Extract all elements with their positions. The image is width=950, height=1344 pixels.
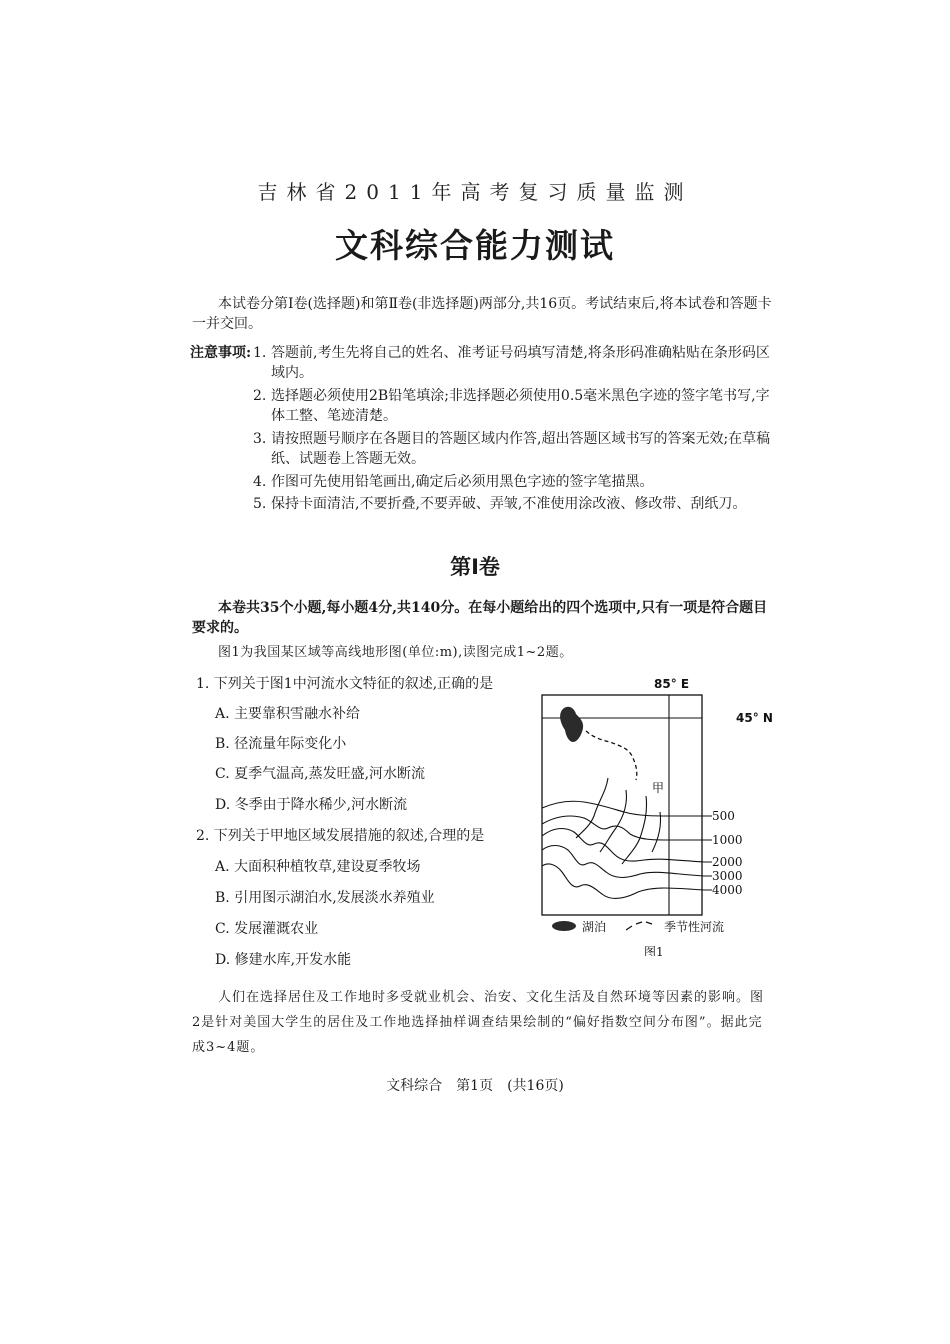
question-1-option-b: B. 径流量年际变化小	[215, 736, 347, 752]
question-2-option-b: B. 引用图示湖泊水,发展淡水养殖业	[215, 890, 435, 906]
intro-paragraph: 本试卷分第Ⅰ卷(选择题)和第Ⅱ卷(非选择题)两部分,共16页。考试结束后,将本试卷和答题卡一并交回。	[192, 296, 772, 332]
seasonal-river-legend-icon	[626, 922, 652, 930]
exam-header: 吉林省2011年高考复习质量监测	[257, 180, 693, 204]
longitude-label: 85° E	[654, 677, 690, 691]
contour-label-4000: 4000	[712, 883, 743, 897]
notice-number: 5.	[253, 496, 267, 512]
notice-number: 3.	[253, 431, 267, 447]
contour-line-4000	[542, 864, 704, 898]
contour-label-2000: 2000	[712, 855, 743, 869]
contour-map-svg	[536, 676, 786, 956]
contour-line-2000	[542, 829, 704, 862]
river	[652, 812, 661, 852]
question-1-option-d: D. 冬季由于降水稀少,河水断流	[215, 797, 408, 813]
notice-text: 选择题必须使用2B铅笔填涂;非选择题必须使用0.5毫米黑色字迹的签字笔书写,字体工整、笔迹清楚。	[271, 388, 770, 424]
river	[600, 790, 627, 852]
lake-legend-label: 湖泊	[582, 920, 607, 934]
question-2-option-a: A. 大面积种植牧草,建设夏季牧场	[215, 859, 421, 875]
seasonal-river-legend-label: 季节性河流	[664, 920, 725, 934]
question-2-option-c: C. 发展灌溉农业	[215, 921, 319, 937]
lake-legend-icon	[552, 921, 576, 931]
notice-text: 请按照题号顺序在各题目的答题区域内作答,超出答题区域书写的答案无效;在草稿纸、试题卷上答题无效。	[271, 431, 771, 467]
notice-text: 作图可先使用铅笔画出,确定后必须用黑色字迹的签字笔描黑。	[271, 474, 654, 490]
notice-number: 2.	[253, 388, 267, 404]
notice-label: 注意事项:	[190, 345, 252, 361]
figure-caption: 图1	[644, 945, 664, 956]
contour-label-500: 500	[712, 809, 735, 823]
section-title: 第Ⅰ卷	[450, 555, 500, 579]
contour-label-1000: 1000	[712, 833, 743, 847]
contour-line-3000	[542, 846, 704, 878]
page-footer: 文科综合 第1页 (共16页)	[386, 1078, 564, 1094]
notice-item	[255, 386, 775, 426]
part-intro: 本卷共35个小题,每小题4分,共140分。在每小题给出的四个选项中,只有一项是符合题目要求的。	[192, 600, 768, 636]
question-1-option-c: C. 夏季气温高,蒸发旺盛,河水断流	[215, 766, 426, 782]
notice-number: 4.	[253, 474, 267, 490]
place-label: 甲	[652, 781, 665, 795]
contour-line-1000	[542, 816, 704, 840]
notice-item	[255, 472, 775, 492]
notice-number: 1.	[253, 345, 267, 361]
question-1-stem: 1. 下列关于图1中河流水文特征的叙述,正确的是	[196, 676, 494, 692]
notice-item	[255, 429, 775, 469]
figure-1-contour-map	[536, 676, 786, 956]
latitude-label: 45° N	[736, 711, 773, 725]
passage-paragraph: 人们在选择居住及工作地时多受就业机会、治安、文化生活及自然环境等因素的影响。图2是针对美国大学生的居住及工作地选择抽样调查结果绘制的“偏好指数空间分布图”。据此完成3~4题。	[192, 990, 765, 1055]
seasonal-river	[586, 731, 637, 780]
notice-item	[255, 494, 775, 514]
figure-intro: 图1为我国某区域等高线地形图(单位:m),读图完成1~2题。	[218, 645, 573, 660]
notice-text: 答题前,考生先将自己的姓名、准考证号码填写清楚,将条形码准确粘贴在条形码区域内。	[271, 345, 770, 381]
question-2-stem: 2. 下列关于甲地区域发展措施的叙述,合理的是	[196, 828, 485, 844]
notice-text: 保持卡面清洁,不要折叠,不要弄破、弄皱,不准使用涂改液、修改带、刮纸刀。	[271, 496, 747, 512]
question-1-option-a: A. 主要靠积雪融水补给	[215, 706, 361, 722]
lake-shape	[560, 707, 583, 742]
contour-label-3000: 3000	[712, 869, 743, 883]
page-title: 文科综合能力测试	[335, 226, 615, 265]
question-2-option-d: D. 修建水库,开发水能	[215, 952, 352, 968]
notice-item	[255, 343, 775, 383]
